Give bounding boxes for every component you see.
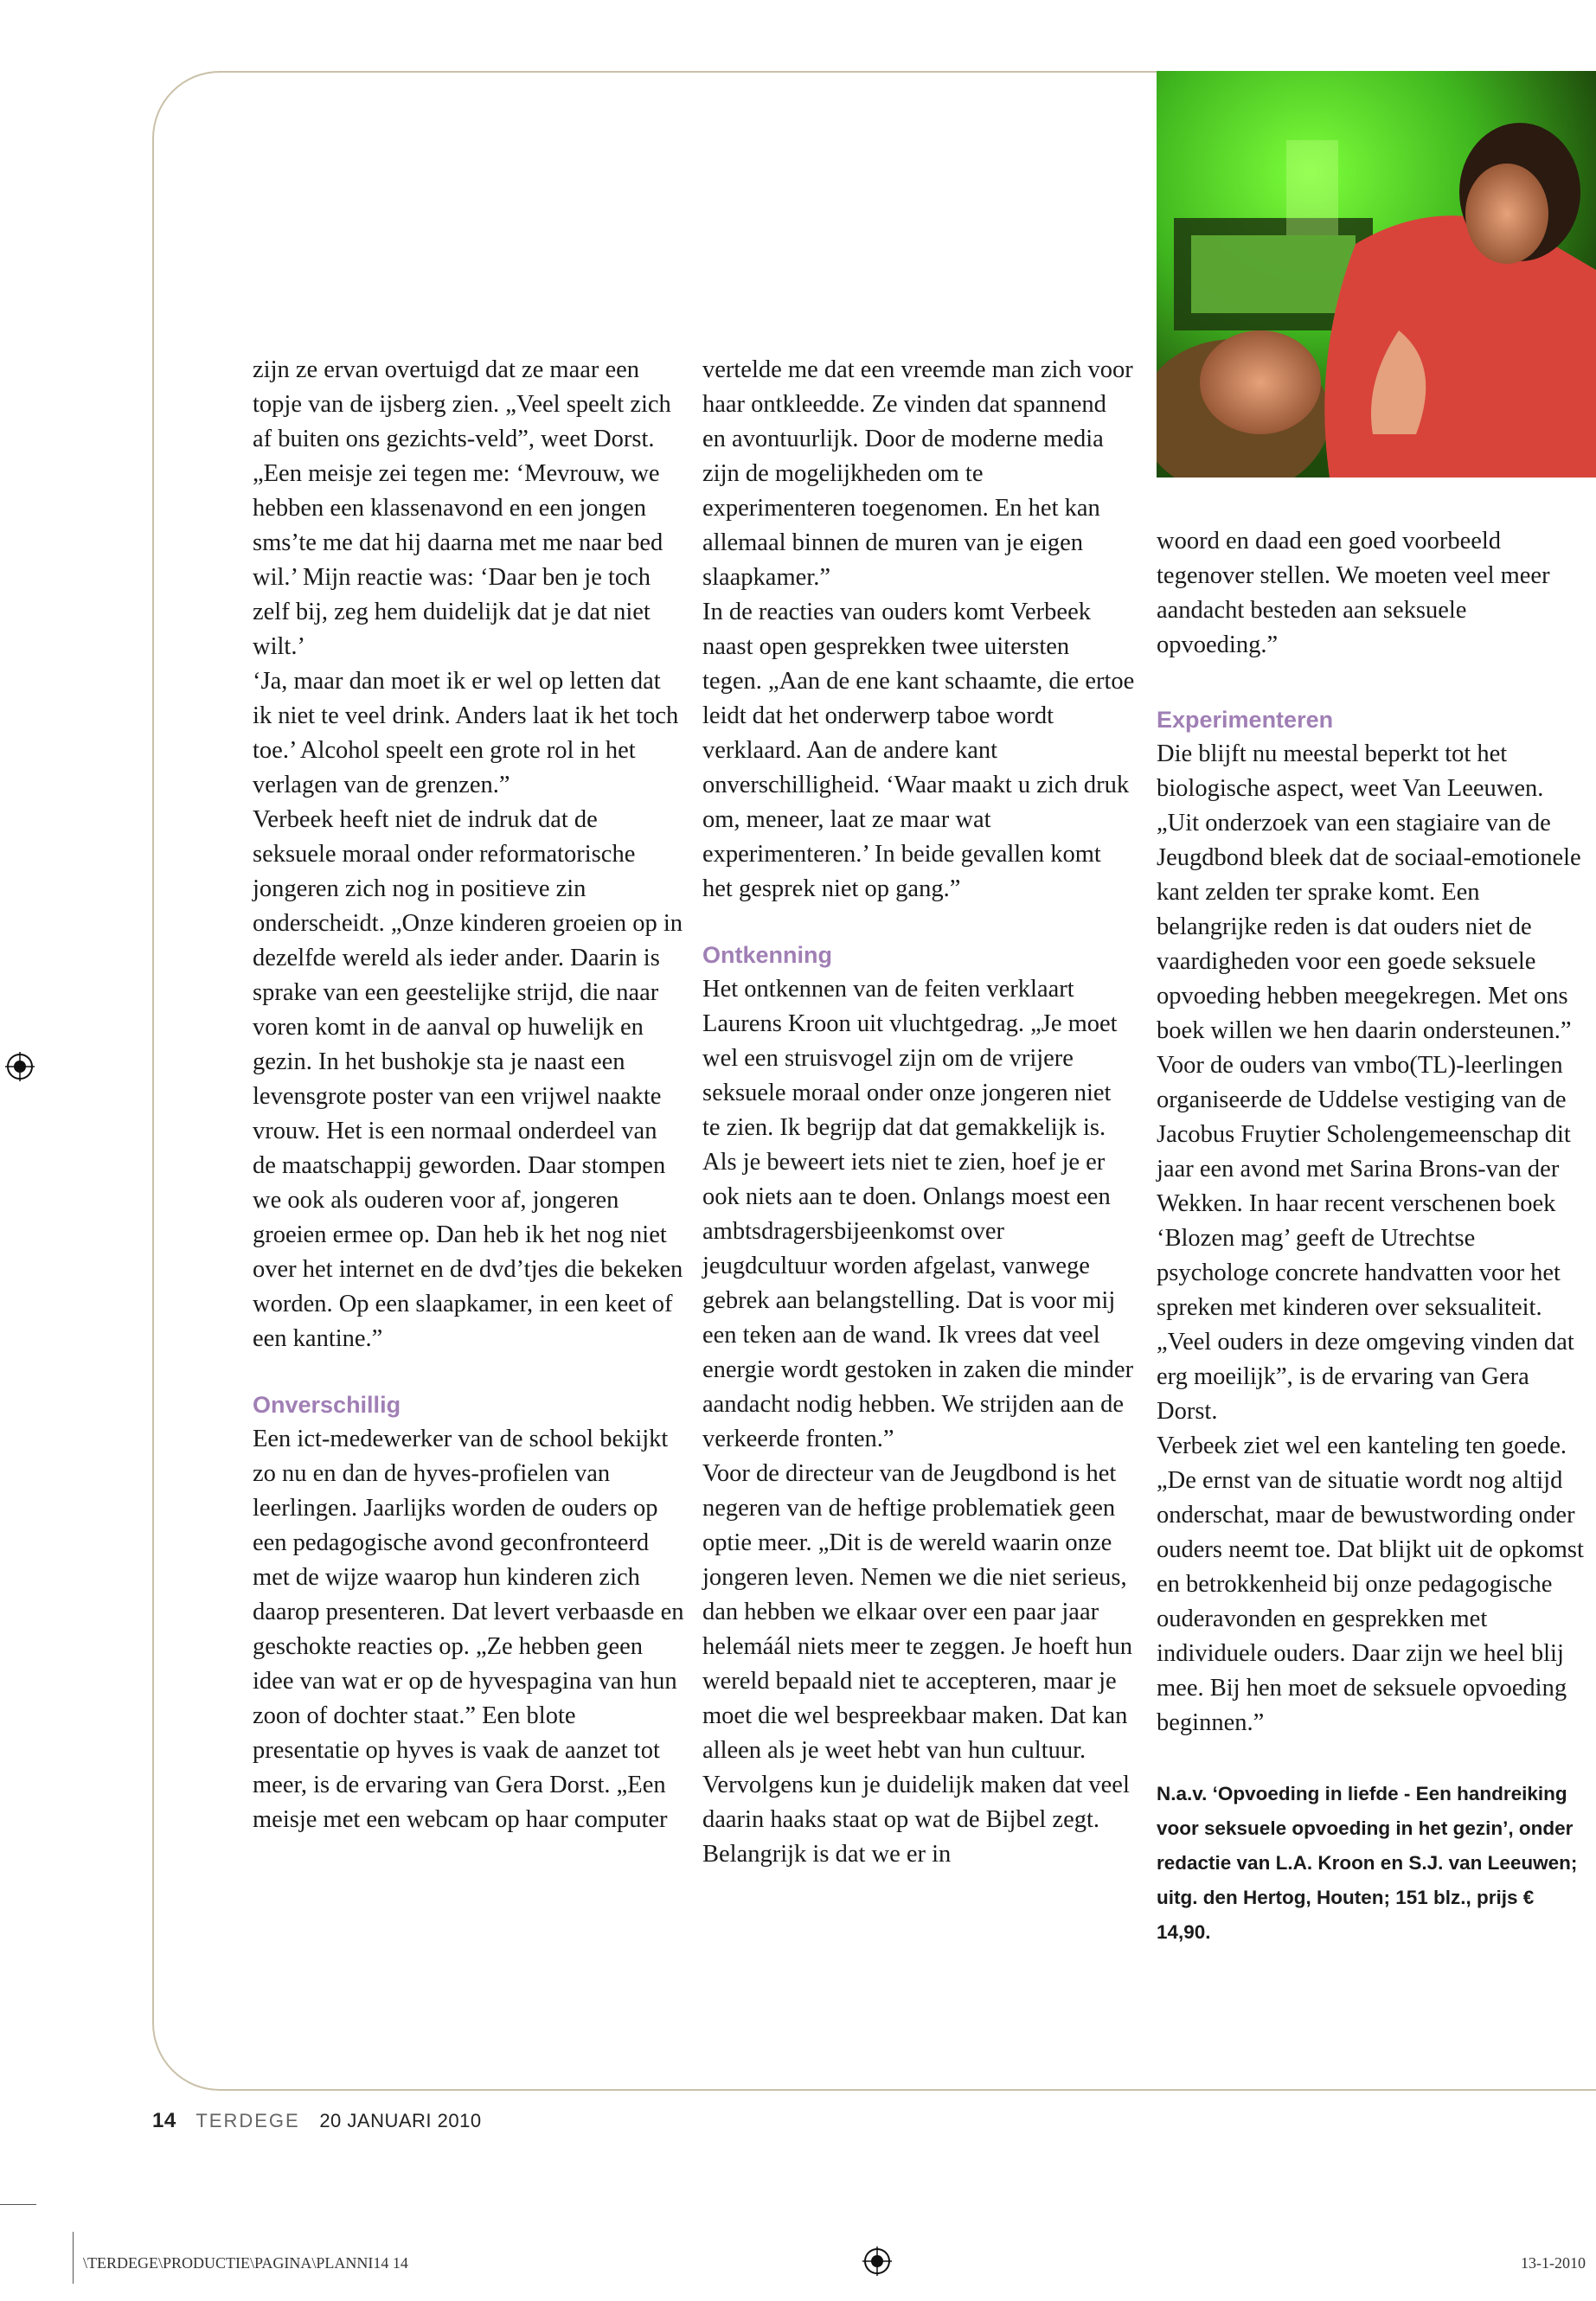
- magazine-name: TERDEGE: [195, 2110, 300, 2131]
- section-heading: Onverschillig: [253, 1392, 401, 1418]
- article-column-1: [253, 353, 685, 1837]
- page-footer: [152, 2109, 482, 2133]
- paragraph: In de reacties van ouders komt Verbeek naast open gesprekken twee uitersten tegen. „Aan de ene kant schaamte, die ertoe leidt dat het onderwerp taboe wordt verklaard. Aan de andere kant onverschilligheid. ‘Waar maakt u zich druk om, meneer, laat ze maar wat experimenteren.’ In beide gevallen komt het gesprek niet op gang.”: [702, 599, 1135, 902]
- article-photo: [1157, 71, 1596, 478]
- registration-mark-icon: [5, 1052, 35, 1081]
- paragraph: Voor de directeur van de Jeugdbond is het negeren van de heftige problematiek geen optie meer. „Dit is de wereld waarin onze jongeren leven. Nemen we die niet serieus, dan hebben we elkaar over een paar jaar helemáál niets meer te zeggen. Je hoeft hun wereld bepaald niet te accepteren, maar je moet die wel bespreekbaar maken. Dat kan alleen als je weet hebt van hun cultuur. Vervolgens kun je duidelijk maken dat veel daarin haaks staat op wat de Bijbel zegt. Belangrijk is dat we er in: [702, 1460, 1132, 1868]
- paragraph: Die blijft nu meestal beperkt tot het biologische aspect, weet Van Leeuwen. „Uit onderzoek van een stagiaire van de Jeugdbond bleek dat de sociaal-emotionele kant zelden ter sprake komt. Een belangrijke reden is dat ouders niet de vaardigheden voor een goede seksuele opvoeding hebben meegekregen. Met ons boek willen we hen daarin ondersteunen.”: [1157, 740, 1581, 1044]
- paragraph: Verbeek ziet wel een kanteling ten goede. „De ernst van de situatie wordt nog altijd onderschat, maar de bewustwording onder ouders neemt toe. Dat blijkt uit de opkomst en betrokkenheid bij onze pedagogische ouderavonden en gesprekken met individuele ouders. Daar zijn we heel blij mee. Bij hen moet de seksuele opvoeding beginnen.”: [1157, 1433, 1584, 1736]
- section-heading: Experimenteren: [1157, 707, 1334, 733]
- section-heading: Ontkenning: [702, 942, 832, 968]
- article-column-2: [702, 353, 1135, 1872]
- registration-mark-bottom-icon: [862, 2247, 892, 2276]
- paragraph: woord en daad een goed voorbeeld tegenover stellen. We moeten veel meer aandacht besteden aan seksuele opvoeding.”: [1157, 528, 1550, 658]
- crop-mark-vertical: [73, 2232, 74, 2284]
- book-reference-note: N.a.v. ‘Opvoeding in liefde - Een handreiking voor seksuele opvoeding in het gezin’, onder redactie van L.A. Kroon en S.J. van Leeuwen; uitg. den Hertog, Houten; 151 blz., prijs € 14,90.: [1157, 1783, 1578, 1943]
- issue-date: 20 JANUARI 2010: [319, 2110, 482, 2131]
- paragraph: vertelde me dat een vreemde man zich voor haar ontkleedde. Ze vinden dat spannend en avontuurlijk. Door de moderne media zijn de mogelijkheden om te experimenteren toegenomen. En het kan allemaal binnen de muren van je eigen slaapkamer.”: [702, 356, 1133, 591]
- paragraph: ‘Ja, maar dan moet ik er wel op letten dat ik niet te veel drink. Anders laat ik het toch toe.’ Alcohol speelt een grote rol in het verlagen van de grenzen.”: [253, 668, 679, 798]
- production-slug-path: \TERDEGE\PRODUCTIE\PAGINA\PLANNI14 14: [83, 2254, 408, 2272]
- page-number: 14: [152, 2109, 176, 2132]
- article-column-3: [1157, 524, 1589, 1950]
- crop-mark: [0, 2204, 36, 2205]
- production-slug-date: 13-1-2010: [1521, 2254, 1586, 2272]
- photo-illustration: [1157, 71, 1596, 478]
- paragraph: zijn ze ervan overtuigd dat ze maar een topje van de ijsberg zien. „Veel speelt zich af buiten ons gezichts-veld”, weet Dorst. „Een meisje zei tegen me: ‘Mevrouw, we hebben een klassenavond en een jongen sms’te me dat hij daarna met me naar bed wil.’ Mijn reactie was: ‘Daar ben je toch zelf bij, zeg hem duidelijk dat je dat niet wilt.’: [253, 356, 671, 660]
- paragraph: Voor de ouders van vmbo(TL)-leerlingen organiseerde de Uddelse vestiging van de Jacobus Fruytier Scholengemeenschap dit jaar een avond met Sarina Brons-van der Wekken. In haar recent verschenen boek ‘Blozen mag’ geeft de Utrechtse psychologe concrete handvatten voor het spreken met kinderen over seksualiteit. „Veel ouders in deze omgeving vinden dat erg moeilijk”, is de ervaring van Gera Dorst.: [1157, 1052, 1574, 1425]
- paragraph: Verbeek heeft niet de indruk dat de seksuele moraal onder reformatorische jongeren zich nog in positieve zin onderscheidt. „Onze kinderen groeien op in dezelfde wereld als ieder ander. Daarin is sprake van een geestelijke strijd, die naar voren komt in de aanval op huwelijk en gezin. In het bushokje sta je naast een levensgrote poster van een vrijwel naakte vrouw. Het is een normaal onderdeel van de maatschappij geworden. Daar stompen we ook als ouderen voor af, jongeren groeien ermee op. Dan heb ik het nog niet over het internet en de dvd’tjes die bekeken worden. Op een slaapkamer, in een keet of een kantine.”: [253, 806, 683, 1352]
- paragraph: Het ontkennen van de feiten verklaart Laurens Kroon uit vluchtgedrag. „Je moet wel een struisvogel zijn om de vrijere seksuele moraal onder onze jongeren niet te zien. Ik begrijp dat dat gemakkelijk is. Als je beweert iets niet te zien, hoef je er ook niets aan te doen. Onlangs moest een ambtsdragersbijeenkomst over jeugdcultuur worden afgelast, vanwege gebrek aan belangstelling. Dat is voor mij een teken aan de wand. Ik vrees dat veel energie wordt gestoken in zaken die minder aandacht nodig hebben. We strijden aan de verkeerde fronten.”: [702, 976, 1134, 1452]
- paragraph: Een ict-medewerker van de school bekijkt zo nu en dan de hyves-profielen van leerlingen. Jaarlijks worden de ouders op een pedagogische avond geconfronteerd met de wijze waarop hun kinderen zich daarop presenteren. Dat levert verbaasde en geschokte reacties op. „Ze hebben geen idee van wat er op de hyvespagina van hun zoon of dochter staat.” Een blote presentatie op hyves is vaak de aanzet tot meer, is de ervaring van Gera Dorst. „Een meisje met een webcam op haar computer: [253, 1426, 684, 1833]
